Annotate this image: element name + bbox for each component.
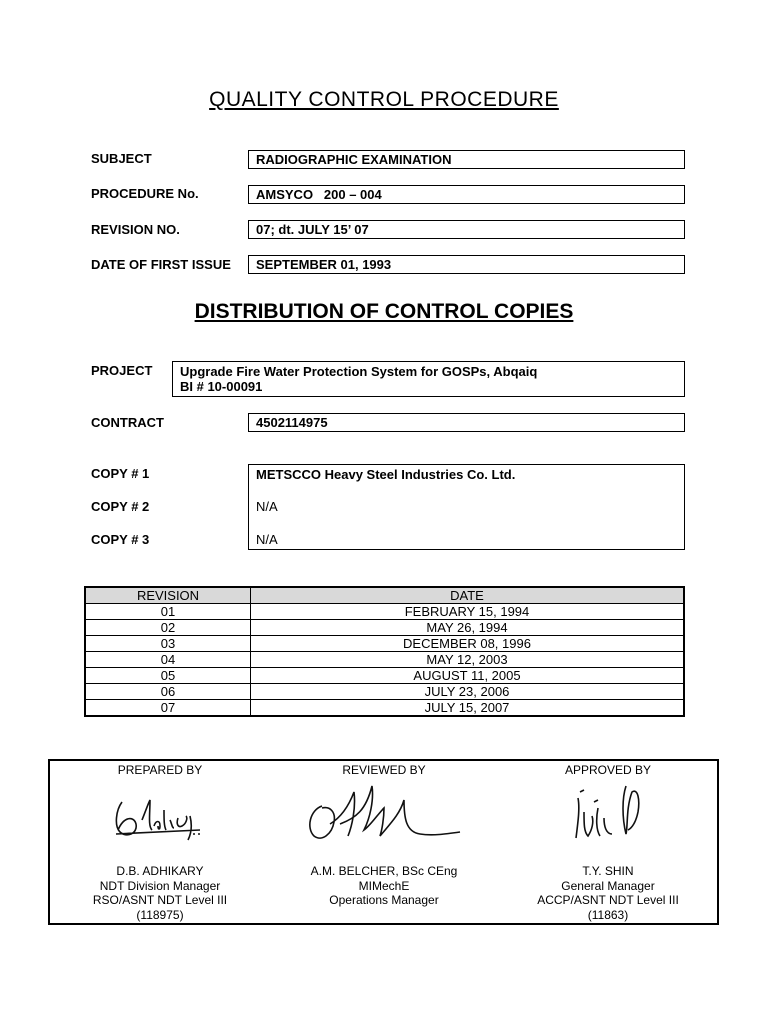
date-cell: JULY 23, 2006 [251, 684, 685, 700]
date-header: DATE [251, 587, 685, 604]
reviewed-by-label: REVIEWED BY [342, 763, 426, 777]
prepared-by-signature [108, 790, 208, 845]
first-issue-label: DATE OF FIRST ISSUE [91, 257, 231, 272]
table-row [85, 700, 684, 717]
contract-value: 4502114975 [248, 413, 685, 432]
copy-1-label: COPY # 1 [91, 466, 150, 481]
revision-cell: 02 [85, 620, 251, 636]
revision-cell: 05 [85, 668, 251, 684]
project-box [172, 361, 685, 397]
project-line-2: BI # 10-00091 [180, 379, 263, 394]
approved-by-title: General Manager [561, 878, 655, 893]
distribution-heading: DISTRIBUTION OF CONTROL COPIES [194, 300, 574, 323]
date-cell: MAY 12, 2003 [251, 652, 685, 668]
copy-3-value: N/A [256, 532, 278, 547]
copy-2-label: COPY # 2 [91, 499, 150, 514]
project-label: PROJECT [91, 363, 153, 378]
revision-value: 07; dt. JULY 15’ 07 [248, 220, 685, 239]
copy-2-value: N/A [256, 499, 278, 514]
reviewed-by-qualification: MIMechE [358, 878, 410, 893]
subject-label: SUBJECT [91, 151, 152, 166]
reviewed-by-signature [300, 778, 470, 848]
prepared-by-qualification: RSO/ASNT NDT Level III [92, 893, 228, 907]
revision-table [84, 586, 685, 717]
prepared-by-details [60, 864, 260, 922]
revision-cell: 04 [85, 652, 251, 668]
date-cell: JULY 15, 2007 [251, 700, 685, 717]
prepared-by-label: PREPARED BY [117, 763, 203, 777]
table-row [85, 620, 684, 636]
prepared-by-number: (118975) [136, 907, 184, 922]
table-row [85, 604, 684, 620]
approved-by-details [508, 864, 708, 922]
copy-3-label: COPY # 3 [91, 532, 150, 547]
revision-cell: 01 [85, 604, 251, 620]
revision-header: REVISION [85, 587, 251, 604]
table-row [85, 684, 684, 700]
approved-by-column [508, 763, 708, 778]
reviewed-by-name: A.M. BELCHER, BSc CEng [310, 864, 458, 878]
table-row [85, 652, 684, 668]
contract-label: CONTRACT [91, 415, 164, 430]
first-issue-value: SEPTEMBER 01, 1993 [248, 255, 685, 274]
approved-by-qualification: ACCP/ASNT NDT Level III [537, 893, 679, 907]
table-row [85, 668, 684, 684]
project-line-1: Upgrade Fire Water Protection System for GOSPs, Abqaiq [180, 364, 538, 379]
revision-label: REVISION NO. [91, 222, 180, 237]
table-row [85, 636, 684, 652]
reviewed-by-title: Operations Manager [329, 893, 439, 907]
procedure-value: AMSYCO 200 – 004 [248, 185, 685, 204]
date-cell: MAY 26, 1994 [251, 620, 685, 636]
prepared-by-name: D.B. ADHIKARY [116, 864, 204, 878]
date-cell: DECEMBER 08, 1996 [251, 636, 685, 652]
approved-by-label: APPROVED BY [564, 763, 652, 777]
revision-cell: 06 [85, 684, 251, 700]
date-cell: AUGUST 11, 2005 [251, 668, 685, 684]
prepared-by-title: NDT Division Manager [99, 878, 221, 893]
approved-by-signature [570, 778, 660, 848]
reviewed-by-column [284, 763, 484, 778]
document-title: QUALITY CONTROL PROCEDURE [209, 88, 559, 111]
copy-1-value: METSCCO Heavy Steel Industries Co. Ltd. [256, 467, 516, 482]
revision-cell: 03 [85, 636, 251, 652]
prepared-by-column [60, 763, 260, 778]
subject-value: RADIOGRAPHIC EXAMINATION [248, 150, 685, 169]
reviewed-by-details [284, 864, 484, 908]
approved-by-name: T.Y. SHIN [582, 864, 634, 878]
revision-table-header [85, 587, 684, 604]
approved-by-number: (11863) [587, 907, 629, 922]
revision-cell: 07 [85, 700, 251, 717]
date-cell: FEBRUARY 15, 1994 [251, 604, 685, 620]
procedure-label: PROCEDURE No. [91, 186, 199, 201]
